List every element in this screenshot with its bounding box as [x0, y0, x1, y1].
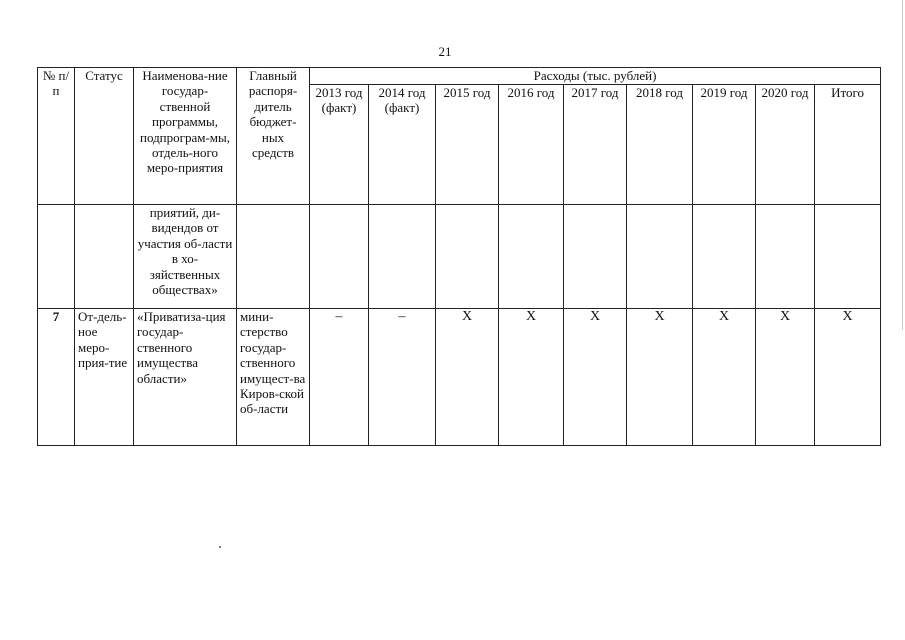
page-number: 21: [438, 44, 452, 59]
cell-value: [436, 205, 499, 309]
header-year-2015: 2015 год: [436, 85, 499, 205]
cell-value: Х: [499, 309, 564, 446]
cell-status: [75, 205, 134, 309]
cell-value: Х: [693, 309, 756, 446]
header-year-2017: 2017 год: [564, 85, 627, 205]
cell-num: [38, 205, 75, 309]
header-name: Наименова-ние государ-ственной программы, подпрограм-мы, отдель-ного меро-приятия: [134, 68, 237, 205]
header-num: № п/п: [38, 68, 75, 205]
cell-admin: [237, 205, 310, 309]
header-year-2014: 2014 год (факт): [369, 85, 436, 205]
cell-value: [310, 205, 369, 309]
cell-value: Х: [627, 309, 693, 446]
cell-value: [564, 205, 627, 309]
cell-status: От-дель-ное меро-прия-тие: [75, 309, 134, 446]
cell-num: 7: [38, 309, 75, 446]
cell-value: [499, 205, 564, 309]
cell-value: [369, 205, 436, 309]
cell-name: приятий, ди-видендов от участия об-ласти в хо-зяйственных обществах»: [134, 205, 237, 309]
cell-value: Х: [815, 309, 881, 446]
header-year-2020: 2020 год: [756, 85, 815, 205]
table-row: [38, 205, 881, 309]
header-year-2019: 2019 год: [693, 85, 756, 205]
header-expenses: Расходы (тыс. рублей): [310, 68, 881, 85]
cell-value: [756, 205, 815, 309]
header-row-top: [38, 68, 881, 85]
budget-table: [37, 67, 881, 446]
header-admin: Главный распоря-дитель бюджет-ных средств: [237, 68, 310, 205]
cell-value: [815, 205, 881, 309]
scan-speck: [219, 546, 221, 548]
cell-value: –: [369, 309, 436, 446]
cell-value: [627, 205, 693, 309]
cell-value: Х: [436, 309, 499, 446]
cell-value: Х: [756, 309, 815, 446]
scan-edge: [902, 0, 903, 330]
table-row: [38, 309, 881, 446]
cell-value: [693, 205, 756, 309]
cell-admin: мини-стерство государ-ственного имущест-ва Киров-ской об-ласти: [237, 309, 310, 446]
cell-value: –: [310, 309, 369, 446]
header-year-2018: 2018 год: [627, 85, 693, 205]
header-total: Итого: [815, 85, 881, 205]
header-status: Статус: [75, 68, 134, 205]
cell-value: Х: [564, 309, 627, 446]
header-year-2013: 2013 год (факт): [310, 85, 369, 205]
header-year-2016: 2016 год: [499, 85, 564, 205]
cell-name: «Приватиза-ция государ-ственного имущества области»: [134, 309, 237, 446]
